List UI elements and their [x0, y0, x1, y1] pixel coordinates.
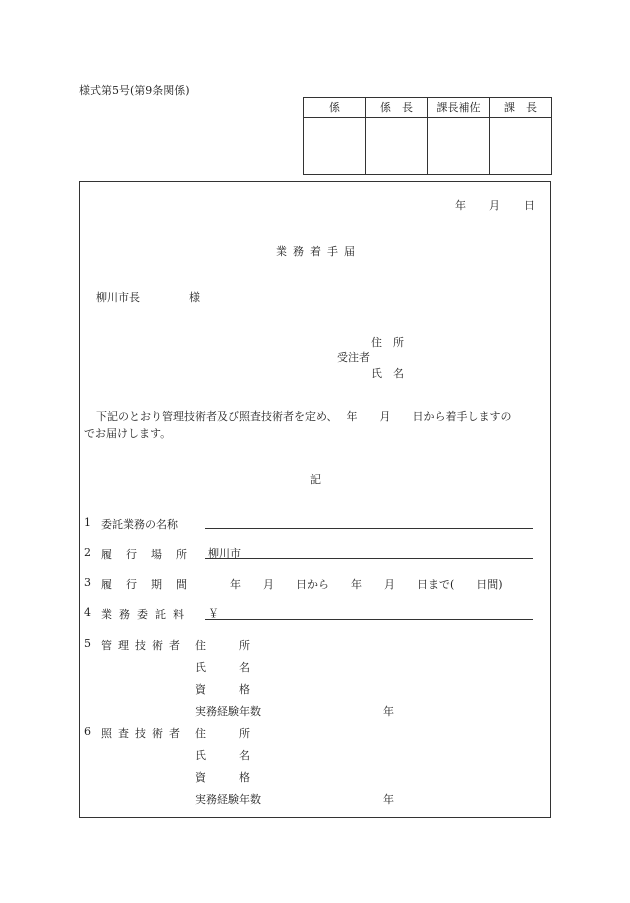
item-label-manager: 管理技術者 — [101, 639, 186, 652]
approval-header-kakaricho: 係 長 — [366, 98, 428, 118]
item-label-fee: 業務委託料 — [101, 608, 191, 621]
contractor-label: 受注者 — [337, 351, 370, 364]
fee-value: ￥ — [208, 607, 219, 620]
manager-name-label: 氏 名 — [195, 661, 250, 674]
date-year: 年 — [455, 199, 466, 212]
checker-experience-unit: 年 — [383, 793, 394, 806]
stamp-box-kacho[interactable] — [490, 118, 552, 175]
item-label-business-name: 委託業務の名称 — [101, 518, 178, 531]
item-label-checker: 照査技術者 — [101, 727, 186, 740]
item-number: 5 — [84, 637, 91, 650]
date-day: 日 — [524, 199, 535, 212]
ki-heading: 記 — [310, 473, 321, 486]
approval-header-kacho-hosa: 課長補佐 — [428, 98, 490, 118]
contractor-name-label: 氏 名 — [371, 367, 404, 380]
period-value: 年 月 日から 年 月 日まで( 日間) — [230, 578, 503, 591]
manager-experience-label: 実務経験年数 — [195, 705, 261, 718]
item-label-location: 履行場所 — [101, 548, 201, 561]
item-number: 1 — [84, 516, 91, 529]
manager-address-label: 住 所 — [195, 639, 250, 652]
body-text-line2: でお届けします。 — [84, 427, 172, 440]
body-text-line1: 下記のとおり管理技術者及び照査技術者を定め、 年 月 日から着手しますの — [96, 410, 512, 423]
date-month: 月 — [489, 199, 500, 212]
business-name-field[interactable] — [205, 528, 533, 529]
location-value: 柳川市 — [208, 547, 241, 560]
form-frame — [79, 181, 551, 818]
stamp-box-kakaricho[interactable] — [366, 118, 428, 175]
manager-qualification-label: 資 格 — [195, 683, 250, 696]
item-number: 2 — [84, 546, 91, 559]
contractor-address-label: 住 所 — [371, 336, 404, 349]
item-number: 4 — [84, 606, 91, 619]
item-number: 6 — [84, 725, 91, 738]
approval-header-kacho: 課 長 — [490, 98, 552, 118]
checker-qualification-label: 資 格 — [195, 771, 250, 784]
approval-stamp-table — [303, 97, 552, 175]
location-field[interactable] — [205, 558, 533, 559]
page-title: 業務着手届 — [276, 245, 361, 258]
item-label-period: 履行期間 — [101, 578, 201, 591]
form-number: 様式第5号(第9条関係) — [79, 84, 190, 97]
stamp-box-kacho-hosa[interactable] — [428, 118, 490, 175]
approval-header-kakari: 係 — [304, 98, 366, 118]
item-number: 3 — [84, 576, 91, 589]
addressee-honorific: 様 — [189, 291, 200, 304]
checker-name-label: 氏 名 — [195, 749, 250, 762]
stamp-box-kakari[interactable] — [304, 118, 366, 175]
addressee-mayor: 柳川市長 — [96, 291, 140, 304]
manager-experience-unit: 年 — [383, 705, 394, 718]
fee-field[interactable] — [205, 619, 533, 620]
checker-experience-label: 実務経験年数 — [195, 793, 261, 806]
checker-address-label: 住 所 — [195, 727, 250, 740]
